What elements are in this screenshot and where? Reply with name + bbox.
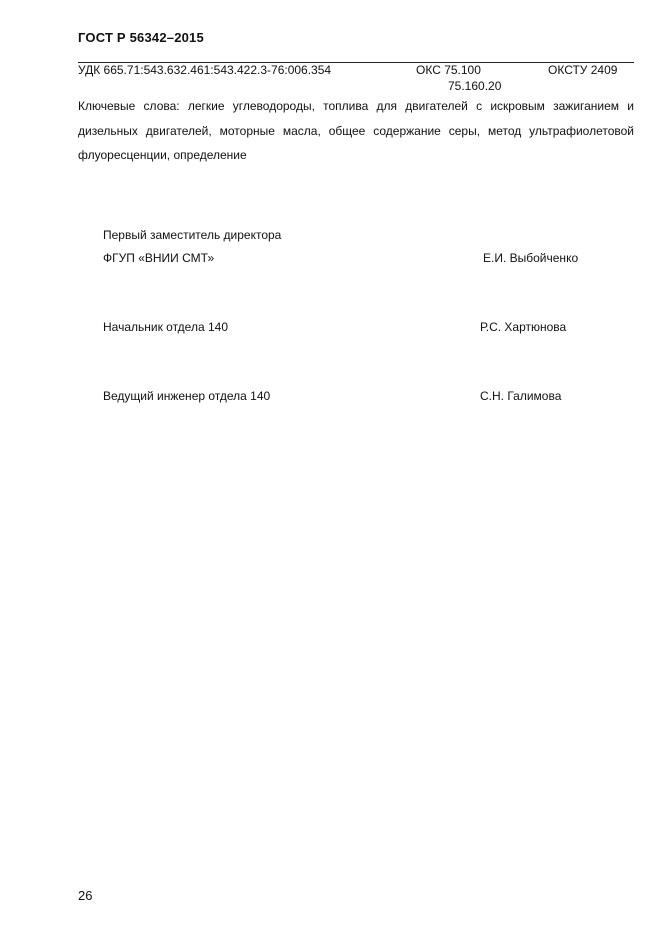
document-header-title: ГОСТ Р 56342–2015	[78, 30, 204, 45]
signatory-organization: ФГУП «ВНИИ СМТ»	[103, 251, 215, 265]
signatory-name: С.Н. Галимова	[480, 389, 562, 403]
udk-code: УДК 665.71:543.632.461:543.422.3-76:006.354	[78, 63, 332, 77]
signatory-name: Р.С. Хартюнова	[480, 320, 567, 334]
keywords-paragraph: Ключевые слова: легкие углеводороды, топлива для двигателей с искровым зажиганием и дизельных двигателей, моторные масла, общее содержание серы, метод ультрафиолетовой флуоресценции, определение	[78, 99, 634, 162]
signatory-name: Е.И. Выбойченко	[483, 251, 579, 265]
signatory-position: Первый заместитель директора	[103, 228, 282, 242]
okstu-code: ОКСТУ 2409	[548, 63, 618, 77]
oks-code: ОКС 75.100	[416, 63, 481, 77]
signatory-position: Начальник отдела 140	[103, 320, 228, 334]
page-number: 26	[78, 888, 93, 903]
signatory-position: Ведущий инженер отдела 140	[103, 389, 271, 403]
oks-code-secondary: 75.160.20	[448, 79, 502, 93]
